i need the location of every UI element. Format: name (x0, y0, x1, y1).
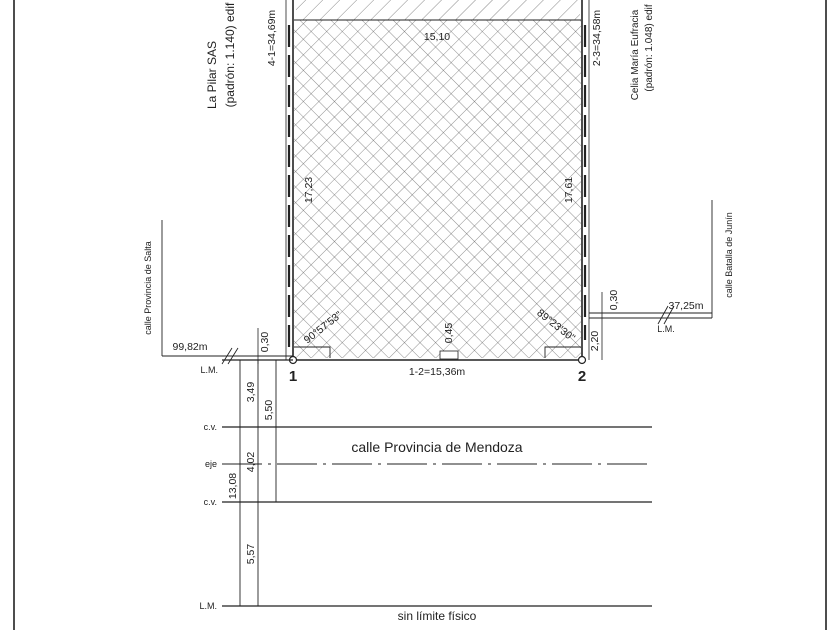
line-axis-label: eje (204, 459, 217, 469)
junin-street-label: calle Batalla de Junín (724, 212, 734, 298)
inner-width-label: 15,10 (423, 31, 451, 43)
line-lm-top-label: L.M. (200, 365, 218, 375)
junin-offset2-label: 2,20 (589, 330, 601, 352)
bottom-note: sin límite físico (397, 609, 477, 623)
right-neighbor-detail: (padrón: 1.048) edif (644, 4, 655, 92)
left-neighbor-name: La Pilar SAS (205, 40, 219, 110)
left-neighbor-detail: (padrón: 1.140) edif (223, 2, 237, 108)
junin-lm-label: L.M. (657, 324, 675, 334)
line-cv-bottom-label: c.v. (203, 497, 217, 507)
mendoza-street-label: calle Provincia de Mendoza (351, 439, 523, 455)
salta-street-label: calle Provincia de Salta (143, 241, 153, 335)
side-4-1-label: 4-1=34,69m (266, 9, 278, 67)
line-lm-bottom-label: L.M. (199, 601, 217, 611)
side-2-3-label: 2-3=34,58m (591, 9, 603, 67)
dim-13-08-label: 13,08 (227, 472, 239, 500)
junin-break-1 (658, 306, 668, 324)
right-neighbor-name: Celia María Eufracia (630, 9, 641, 101)
line-cv-top-label: c.v. (203, 422, 217, 432)
dim-4-02-label: 4,02 (245, 451, 257, 473)
front-setback-label: 0,45 (443, 322, 455, 344)
left-segment-label: 17,23 (303, 176, 315, 204)
junin-distance-label: 37,25m (668, 300, 704, 312)
dim-5-50-label: 5,50 (263, 399, 275, 421)
cross-hatch-area (294, 20, 581, 358)
salta-distance-label: 99,82m (172, 341, 208, 353)
front-setback-mark (440, 351, 458, 359)
angle-2-label: 89°23'30" (534, 307, 578, 345)
side-1-2-label: 1-2=15,36m (408, 366, 466, 378)
angle-1-label: 90°57'53" (301, 309, 345, 347)
dim-5-57-label: 5,57 (245, 543, 257, 565)
right-segment-label: 17,61 (563, 176, 575, 204)
upper-hatch-area (296, 0, 580, 20)
corner-2-point (579, 357, 586, 364)
junin-offset-label: 0,30 (608, 289, 620, 311)
salta-offset-label: 0,30 (259, 331, 271, 353)
corner-2-label: 2 (577, 368, 587, 385)
dim-3-49-label: 3,49 (245, 381, 257, 403)
corner-1-label: 1 (288, 368, 298, 385)
